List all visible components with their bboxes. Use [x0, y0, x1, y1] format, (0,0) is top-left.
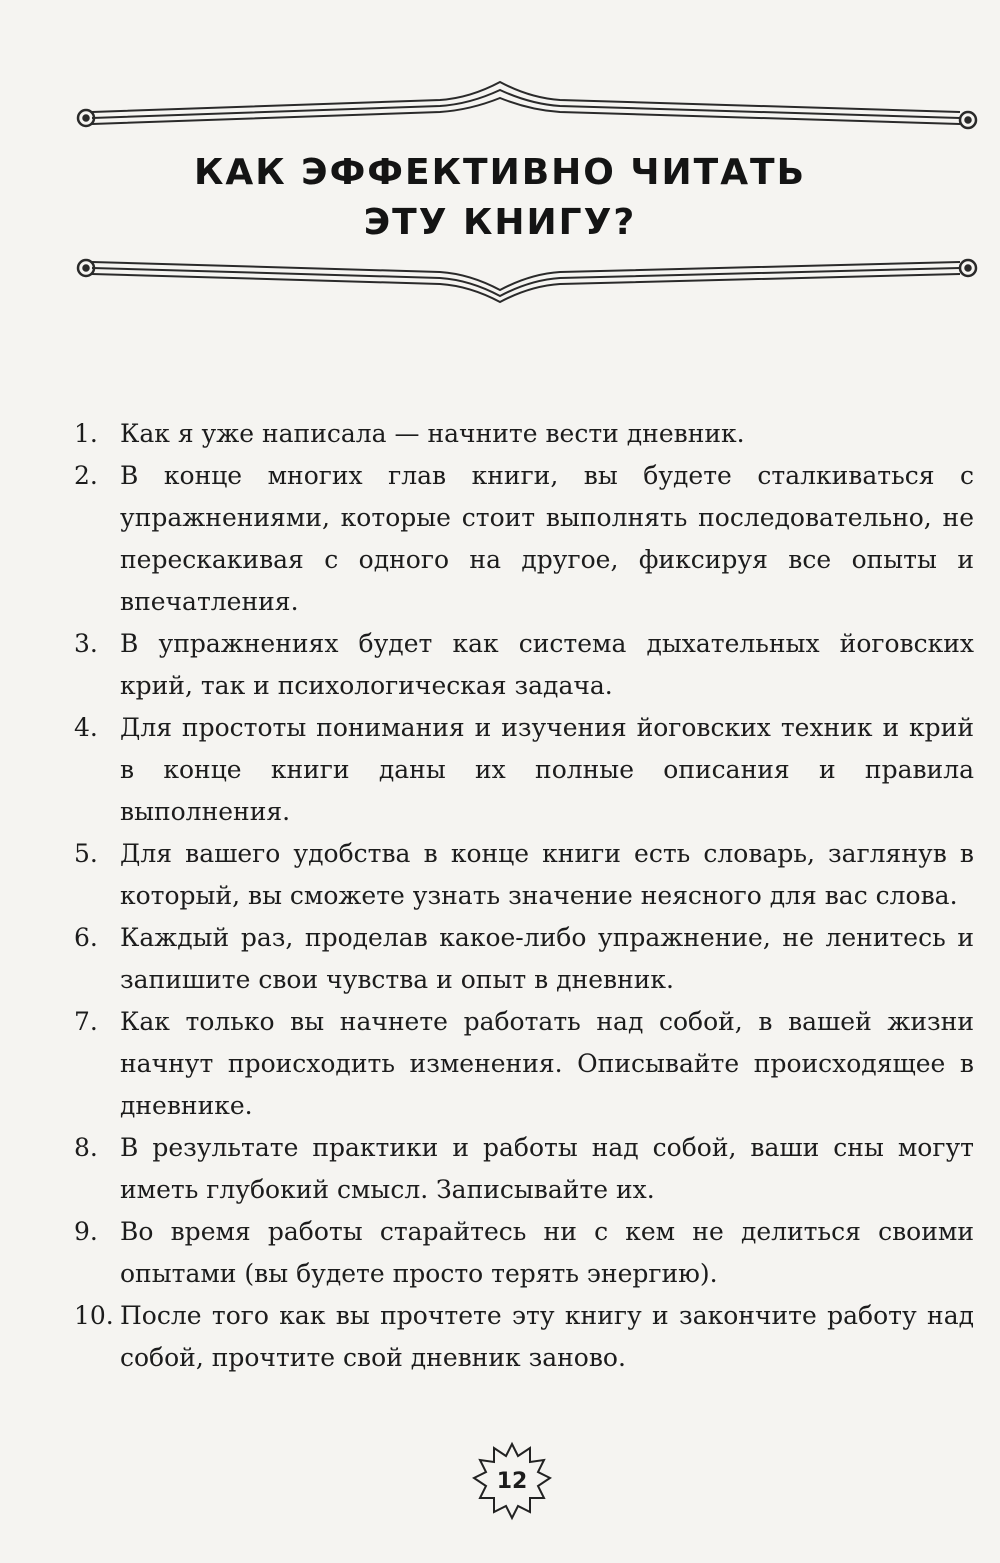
item-text: В упражнениях будет как система дыхательных йоговских крий, так и психологическая задача. [120, 629, 974, 700]
item-number: 3. [74, 629, 98, 658]
page-title [100, 148, 900, 248]
title-line-2: ЭТУ КНИГУ? [363, 202, 637, 243]
list-item [74, 1127, 974, 1211]
item-text: В результате практики и работы над собой, ваши сны могут иметь глубокий смысл. Записывайте их. [120, 1133, 974, 1204]
item-number: 5. [74, 839, 98, 868]
list-item [74, 917, 974, 1001]
title-line-1: КАК ЭФФЕКТИВНО ЧИТАТЬ [193, 152, 807, 193]
instructions-list [74, 413, 974, 1379]
item-text: Как я уже написала — начните вести дневник. [120, 419, 745, 448]
item-number: 4. [74, 713, 98, 742]
list-item [74, 1295, 974, 1379]
item-text: Каждый раз, проделав какое-либо упражнение, не ленитесь и запишите свои чувства и опыт в дневник. [120, 923, 974, 994]
list-item [74, 1211, 974, 1295]
item-text: В конце многих глав книги, вы будете сталкиваться с упражнениями, которые стоит выполнять последовательно, не перескакивая с одного на другое, фиксируя все опыты и впечатления. [120, 461, 974, 616]
list-item [74, 455, 974, 623]
list-item [74, 413, 974, 455]
page-number: 12 [496, 1469, 528, 1494]
list-item [74, 1001, 974, 1127]
list-item [74, 833, 974, 917]
item-number: 8. [74, 1133, 98, 1162]
item-number: 7. [74, 1007, 98, 1036]
item-text: После того как вы прочтете эту книгу и закончите работу над собой, прочтите свой дневник заново. [120, 1301, 974, 1372]
item-text: Для вашего удобства в конце книги есть словарь, заглянув в который, вы сможете узнать значение неясного для вас слова. [120, 839, 974, 910]
item-number: 6. [74, 923, 98, 952]
item-number: 10. [74, 1301, 114, 1330]
item-text: Для простоты понимания и изучения йоговских техник и крий в конце книги даны их полные описания и правила выполнения. [120, 713, 974, 826]
item-text: Как только вы начнете работать над собой, в вашей жизни начнут происходить изменения. Описывайте происходящее в дневнике. [120, 1007, 974, 1120]
item-number: 1. [74, 419, 98, 448]
list-item [74, 623, 974, 707]
item-number: 9. [74, 1217, 98, 1246]
item-number: 2. [74, 461, 98, 490]
list-item [74, 707, 974, 833]
item-text: Во время работы старайтесь ни с кем не делиться своими опытами (вы будете просто терять энергию). [120, 1217, 974, 1288]
